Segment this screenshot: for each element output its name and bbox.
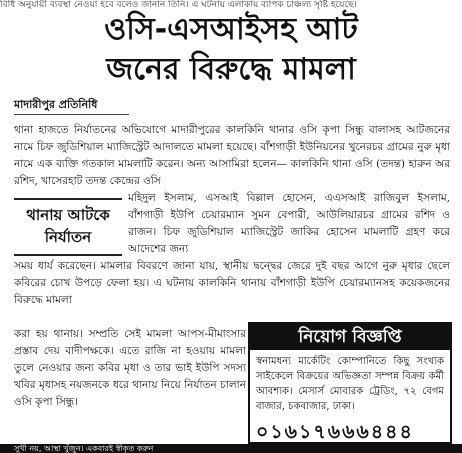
- top-text-strip: বিধি অনুযায়ী ব্যবস্থা নেওয়া হবে বলেও জানান তিনি। এ ঘটনায় এলাকায় ব্যাপক চাঞ্চল্য সৃষ্টি হয়েছে।: [0, 0, 357, 10]
- article-paragraph-3: সময় ধার্য করেছেন। মামলার বিবরণে জানা যায়, স্থানীয় দ্বন্দ্বের জেরে দুই বছর আগে নুরু মৃধার ছেলে কবিরের চোখ উপড়ে ফেলা হয়। এ ঘটনায় কালকিনি থানায় বাঁশগাড়ী ইউপি চেয়ারম্যানসহ কয়েকজনের বিরুদ্ধে মামলা: [14, 260, 450, 306]
- headline-line-2: জনের বিরুদ্ধে মামলা: [106, 52, 356, 87]
- headline-line-1: ওসি-এসআইসহ আট: [104, 12, 358, 47]
- article-paragraph-2: মহিদুল ইসলাম, এসআই বিল্লাল হোসেন, এএসআই রাজিবুল ইসলাম, বাঁশগাড়ী ইউপি চেয়ারম্যান সুমন বেপারী, আউলিয়ারচর গ্রামের রশিদ ও রাজন। চিফ জুডিশিয়াল ম্যাজিস্ট্রেট জাকির হোসেন মামলাটি গ্রহণ করে আদেশের জন্য: [128, 192, 450, 255]
- byline: মাদারীপুর প্রতিনিধি: [14, 98, 98, 111]
- pull-quote: [14, 198, 122, 258]
- pull-quote-line-1: থানায় আটকে: [26, 206, 110, 224]
- pull-quote-text: [14, 204, 122, 248]
- job-ad-box: [248, 322, 452, 444]
- article-paragraph-4: করা হয় থানায়। সম্প্রতি সেই মামলা আপস-মীমাংসার প্রস্তাব দেয় বাদীপক্ষকে। এতে রাজি না হওয়ায় মামলা তুলে নেওয়ার জন্য কবির মৃধা ও তার ভাই ইউপি সদস্য খবির মৃধাসহ নয়জনকে ধরে থানায় নিয়ে নির্যাতন চালান ওসি কৃপা সিন্ধু।: [14, 328, 246, 408]
- pull-quote-rule-bottom: [14, 254, 122, 256]
- pull-quote-line-2: নির্যাতন: [44, 228, 92, 246]
- job-ad-body: স্বনামধন্য মার্কেটিং কোম্পানিতে কিছু সংখ্যক সাইকেলে বিক্রয়ের অভিজ্ঞতা সম্পন্ন বিক্রয় কর্মী আবশ্যক। মেসার্স মোবারক ট্রেডিং, ৭২ বেগম বাজার, চকবাজার, ঢাকা।: [256, 356, 444, 412]
- job-ad-phone: ০১৬১৭৬৬৬৪৪৪: [256, 421, 414, 443]
- article-paragraph-1: থানা হাজতে নির্যাতনের অভিযোগে মাদারীপুরের কালকিনি থানার ওসি কৃপা সিন্ধু বালাসহ আটজনের নামে চিফ জুডিশিয়াল ম্যাজিস্ট্রেট আদালতে মামলা হয়েছে। বাঁশগাড়ী ইউনিয়নের খুনেরচর গ্রামের নুরু মৃধা নামে এক ব্যক্তি গতকাল মামলাটি করেন। অন্য আসামিরা হলেন— কালকিনি থানা ওসি (তদন্ত) হারুন অর রশিদ, খাসেরহাট তদন্ত কেন্দ্রের ওসি: [14, 124, 450, 187]
- bottom-strip: সুখী নয়, আস্থা খুঁজুন। একবারই স্বীকৃত করুন: [0, 444, 462, 453]
- pull-quote-rule-top: [14, 198, 122, 200]
- byline-rule: [14, 114, 129, 115]
- job-ad-title: নিয়োগ বিজ্ঞপ্তি: [250, 324, 450, 350]
